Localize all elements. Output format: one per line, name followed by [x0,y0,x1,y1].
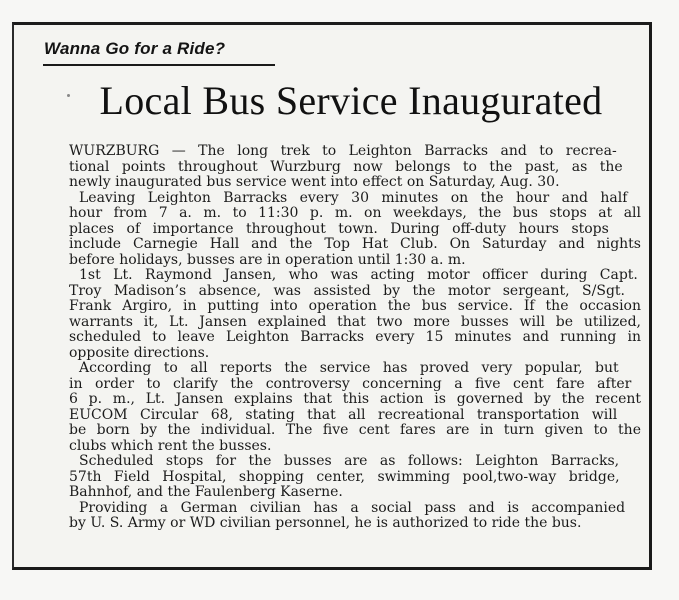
text-line: WURZBURG — The long trek to Leighton Barracks and to recrea- [69,144,617,159]
paragraph [69,454,641,501]
text-line: Leaving Leighton Barracks every 30 minutes on the hour and half [79,190,628,206]
text-line: hour from 7 a. m. to 11:30 p. m. on weekdays, the bus stops at all [69,206,641,221]
text-line: newly inaugurated bus service went into effect on Saturday, Aug. 30. [69,175,560,190]
text-line: Scheduled stops for the busses are as follows: Leighton Barracks, [79,454,620,469]
text-line: 6 p. m., Lt. Jansen explains that this action is governed by the recent [69,392,641,407]
text-line: 57th Field Hospital, shopping center, swimming pool,two-way bridge, [69,469,620,485]
text-line: EUCOM Circular 68, stating that all recreational transportation will [69,407,618,423]
text-line: before holidays, busses are in operation until 1:30 a. m. [69,252,466,268]
text-line: tional points throughout Wurzburg now belongs to the past, as the [69,159,623,175]
text-line: Providing a German civilian has a social pass and is accompanied [79,500,626,516]
text-line: warrants it, Lt. Jansen explained that two more busses will be utilized, [69,314,641,330]
paragraph [69,191,641,269]
text-line: According to all reports the service has proved very popular, but [79,361,619,376]
text-line: opposite directions. [69,345,210,361]
newspaper-clipping [12,22,652,570]
paragraph [69,501,641,532]
article-body [69,144,641,532]
text-line: Troy Madison’s absence, was assisted by the motor sergeant, S/Sgt. [69,283,625,299]
paragraph [69,268,641,361]
text-line: scheduled to leave Leighton Barracks every 15 minutes and running in [69,330,641,345]
text-line: by U. S. Army or WD civilian personnel, he is authorized to ride the bus. [69,516,582,531]
text-line: be born by the individual. The five cent fares are in turn given to the [69,423,641,438]
headline: Local Bus Service Inaugurated [99,78,603,123]
kicker-underline [43,64,275,66]
text-line: clubs which rent the busses. [69,438,272,454]
paragraph [69,144,641,191]
text-line: 1st Lt. Raymond Jansen, who was acting motor officer during Capt. [79,268,638,283]
text-line: include Carnegie Hall and the Top Hat Club. On Saturday and nights [69,237,641,252]
paragraph [69,361,641,454]
kicker-heading: Wanna Go for a Ride? [44,39,226,58]
text-line: in order to clarify the controversy concerning a five cent fare after [69,376,632,392]
text-line: Bahnhof, and the Faulenberg Kaserne. [69,485,343,500]
text-line: places of importance throughout town. During off-duty hours stops [69,221,609,237]
text-line: Frank Argiro, in putting into operation the bus service. If the occasion [69,299,641,314]
